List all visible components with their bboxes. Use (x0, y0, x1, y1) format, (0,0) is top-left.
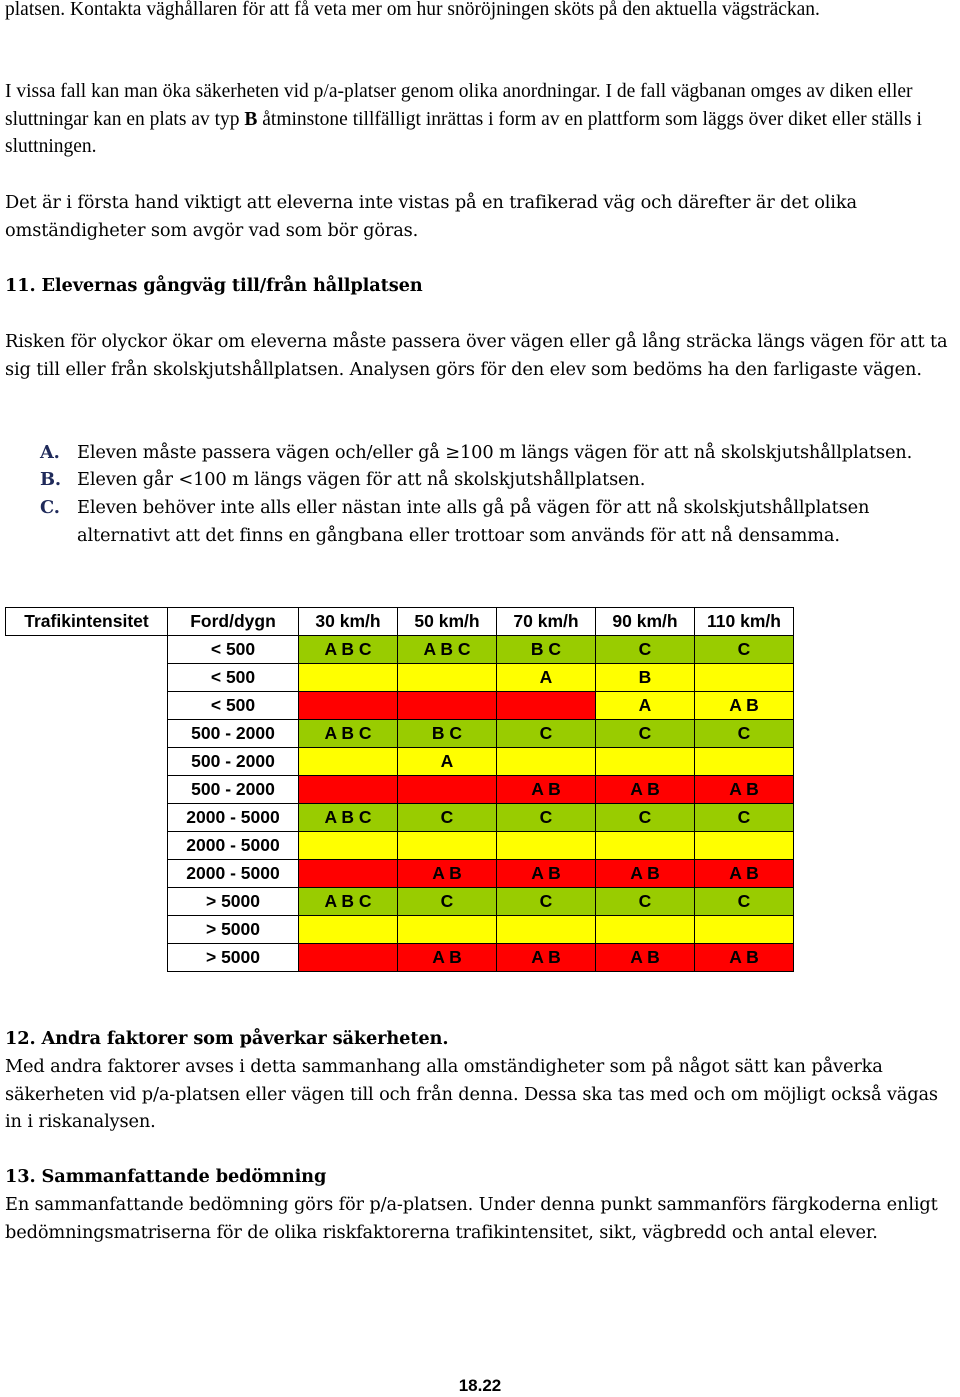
matrix-risk-cell: C (695, 720, 794, 748)
risk-level-item (40, 494, 955, 549)
matrix-risk-cell: A B (596, 776, 695, 804)
matrix-risk-cell: A (596, 692, 695, 720)
matrix-risk-cell (398, 776, 497, 804)
matrix-body (6, 636, 794, 972)
matrix-header-cell: 70 km/h (497, 608, 596, 636)
matrix-risk-cell (695, 916, 794, 944)
section-13-heading: 13. Sammanfattande bedömning (5, 1166, 327, 1187)
matrix-risk-cell: A B C (299, 888, 398, 916)
matrix-risk-cell: A B C (299, 720, 398, 748)
matrix-risk-cell (497, 748, 596, 776)
matrix-risk-cell: A B (695, 944, 794, 972)
matrix-risk-cell (299, 692, 398, 720)
risk-level-text: Eleven går <100 m längs vägen för att nå skolskjutshållplatsen. (77, 469, 646, 490)
traffic-risk-matrix (5, 607, 794, 972)
matrix-risk-cell (497, 692, 596, 720)
intro-paragraph-1: I vissa fall kan man öka säkerheten vid p/a-platser genom olika anordningar. I de fall vägbanan omges av diken eller sluttningar kan en plats av typ B åtminstone tillfälligt inrättas i form av en plattform som läggs över diket eller ställs i sluttningen. (5, 81, 922, 157)
matrix-risk-cell: A B C (398, 636, 497, 664)
matrix-risk-cell (299, 860, 398, 888)
matrix-risk-cell: A B (497, 776, 596, 804)
matrix-risk-cell (299, 832, 398, 860)
matrix-empty-cell (6, 776, 168, 804)
matrix-risk-cell: A B (596, 944, 695, 972)
matrix-row (6, 692, 794, 720)
matrix-risk-cell (497, 832, 596, 860)
matrix-risk-cell (299, 944, 398, 972)
matrix-empty-cell (6, 832, 168, 860)
matrix-empty-cell (6, 720, 168, 748)
matrix-risk-cell: C (596, 888, 695, 916)
matrix-row (6, 776, 794, 804)
section-13-body: En sammanfattande bedömning görs för p/a-platsen. Under denna punkt sammanförs färgkoderna enligt bedömningsmatriserna för de olika riskfaktorerna trafikintensitet, sikt, vägbredd och antal elever. (5, 1194, 938, 1243)
matrix-empty-cell (6, 916, 168, 944)
matrix-risk-cell (596, 916, 695, 944)
matrix-risk-cell (299, 916, 398, 944)
matrix-ford-cell: 2000 - 5000 (168, 804, 299, 832)
matrix-row (6, 860, 794, 888)
matrix-risk-cell: C (695, 888, 794, 916)
matrix-risk-cell: A (497, 664, 596, 692)
type-b-label: B (244, 108, 258, 130)
matrix-risk-cell: C (596, 804, 695, 832)
risk-level-text: Eleven måste passera vägen och/eller gå ≥100 m längs vägen för att nå skolskjutshållplatsen. (77, 442, 913, 463)
matrix-row (6, 636, 794, 664)
section-11-heading: 11. Elevernas gångväg till/från hållplatsen (5, 275, 423, 296)
matrix-risk-cell: C (398, 888, 497, 916)
matrix-risk-cell: C (497, 720, 596, 748)
matrix-risk-cell: C (695, 636, 794, 664)
matrix-risk-cell: A B C (299, 636, 398, 664)
matrix-ford-cell: 500 - 2000 (168, 776, 299, 804)
matrix-header-cell: 110 km/h (695, 608, 794, 636)
matrix-ford-cell: < 500 (168, 692, 299, 720)
matrix-risk-cell: C (596, 720, 695, 748)
matrix-risk-cell: C (695, 804, 794, 832)
risk-level-label: C. (40, 497, 60, 518)
matrix-risk-cell: B C (398, 720, 497, 748)
matrix-risk-cell: C (596, 636, 695, 664)
matrix-ford-cell: 500 - 2000 (168, 748, 299, 776)
matrix-risk-cell (299, 776, 398, 804)
matrix-risk-cell: A B (497, 944, 596, 972)
matrix-risk-cell: C (497, 804, 596, 832)
matrix-risk-cell (398, 832, 497, 860)
risk-level-label: B. (40, 469, 61, 490)
matrix-risk-cell (398, 692, 497, 720)
matrix-row (6, 888, 794, 916)
matrix-risk-cell (398, 664, 497, 692)
matrix-ford-cell: > 5000 (168, 916, 299, 944)
matrix-header-cell: 50 km/h (398, 608, 497, 636)
matrix-risk-cell: A B (497, 860, 596, 888)
matrix-empty-cell (6, 748, 168, 776)
matrix-row (6, 832, 794, 860)
matrix-risk-cell (299, 664, 398, 692)
matrix-row (6, 720, 794, 748)
matrix-risk-cell (299, 748, 398, 776)
matrix-risk-cell: A B (695, 692, 794, 720)
intro-paragraph-2: Det är i första hand viktigt att eleverna inte vistas på en trafikerad väg och därefter är det olika omständigheter som avgör vad som bör göras. (5, 192, 857, 241)
matrix-risk-cell: A B C (299, 804, 398, 832)
matrix-header-cell: 90 km/h (596, 608, 695, 636)
matrix-risk-cell: C (497, 888, 596, 916)
matrix-risk-cell (596, 832, 695, 860)
matrix-ford-cell: < 500 (168, 664, 299, 692)
section-11-body: Risken för olyckor ökar om eleverna måste passera över vägen eller gå lång sträcka längs vägen för att ta sig till eller från skolskjutshållplatsen. Analysen görs för den elev som bedöms ha den farligaste vägen. (5, 331, 948, 380)
matrix-risk-cell: C (398, 804, 497, 832)
matrix-risk-cell (695, 832, 794, 860)
matrix-ford-cell: 2000 - 5000 (168, 860, 299, 888)
matrix-empty-cell (6, 804, 168, 832)
matrix-risk-cell: A B (695, 860, 794, 888)
matrix-ford-cell: 500 - 2000 (168, 720, 299, 748)
matrix-header-cell: Trafikintensitet (6, 608, 168, 636)
matrix-header-cell: 30 km/h (299, 608, 398, 636)
matrix-risk-cell (398, 916, 497, 944)
risk-level-item (40, 466, 955, 494)
risk-level-label: A. (40, 442, 60, 463)
risk-level-text: Eleven behöver inte alls eller nästan inte alls gå på vägen för att nå skolskjutshållplatsen alternativt att det finns en gångbana eller trottoar som används för att nå densamma. (77, 497, 870, 546)
matrix-empty-cell (6, 692, 168, 720)
intro-text: platsen. Kontakta väghållaren för att få veta mer om hur snöröjningen sköts på den aktuella vägsträckan. (5, 0, 820, 20)
matrix-risk-cell: A B (398, 860, 497, 888)
section-12-heading: 12. Andra faktorer som påverkar säkerheten. (5, 1028, 449, 1049)
matrix-ford-cell: < 500 (168, 636, 299, 664)
risk-level-item (40, 439, 955, 467)
matrix-empty-cell (6, 636, 168, 664)
matrix-risk-cell (695, 664, 794, 692)
matrix-empty-cell (6, 664, 168, 692)
matrix-risk-cell: A B (398, 944, 497, 972)
matrix-risk-cell: B C (497, 636, 596, 664)
matrix-risk-cell (695, 748, 794, 776)
matrix-empty-cell (6, 944, 168, 972)
matrix-risk-cell: B (596, 664, 695, 692)
matrix-header-row (6, 608, 794, 636)
matrix-risk-cell (596, 748, 695, 776)
matrix-risk-cell (497, 916, 596, 944)
matrix-row (6, 804, 794, 832)
matrix-risk-cell: A B (695, 776, 794, 804)
matrix-row (6, 944, 794, 972)
matrix-empty-cell (6, 860, 168, 888)
matrix-header-cell: Ford/dygn (168, 608, 299, 636)
matrix-ford-cell: > 5000 (168, 944, 299, 972)
page-number: 18.22 (458, 1376, 502, 1395)
matrix-risk-cell: A (398, 748, 497, 776)
matrix-row (6, 664, 794, 692)
matrix-row (6, 748, 794, 776)
matrix-ford-cell: 2000 - 5000 (168, 832, 299, 860)
matrix-ford-cell: > 5000 (168, 888, 299, 916)
matrix-risk-cell: A B (596, 860, 695, 888)
matrix-row (6, 916, 794, 944)
section-12-body: Med andra faktorer avses i detta sammanhang alla omständigheter som på något sätt kan påverka säkerheten vid p/a-platsen eller vägen till och från denna. Dessa ska tas med och om möjligt också vägas in i riskanalysen. (5, 1056, 938, 1132)
matrix-empty-cell (6, 888, 168, 916)
